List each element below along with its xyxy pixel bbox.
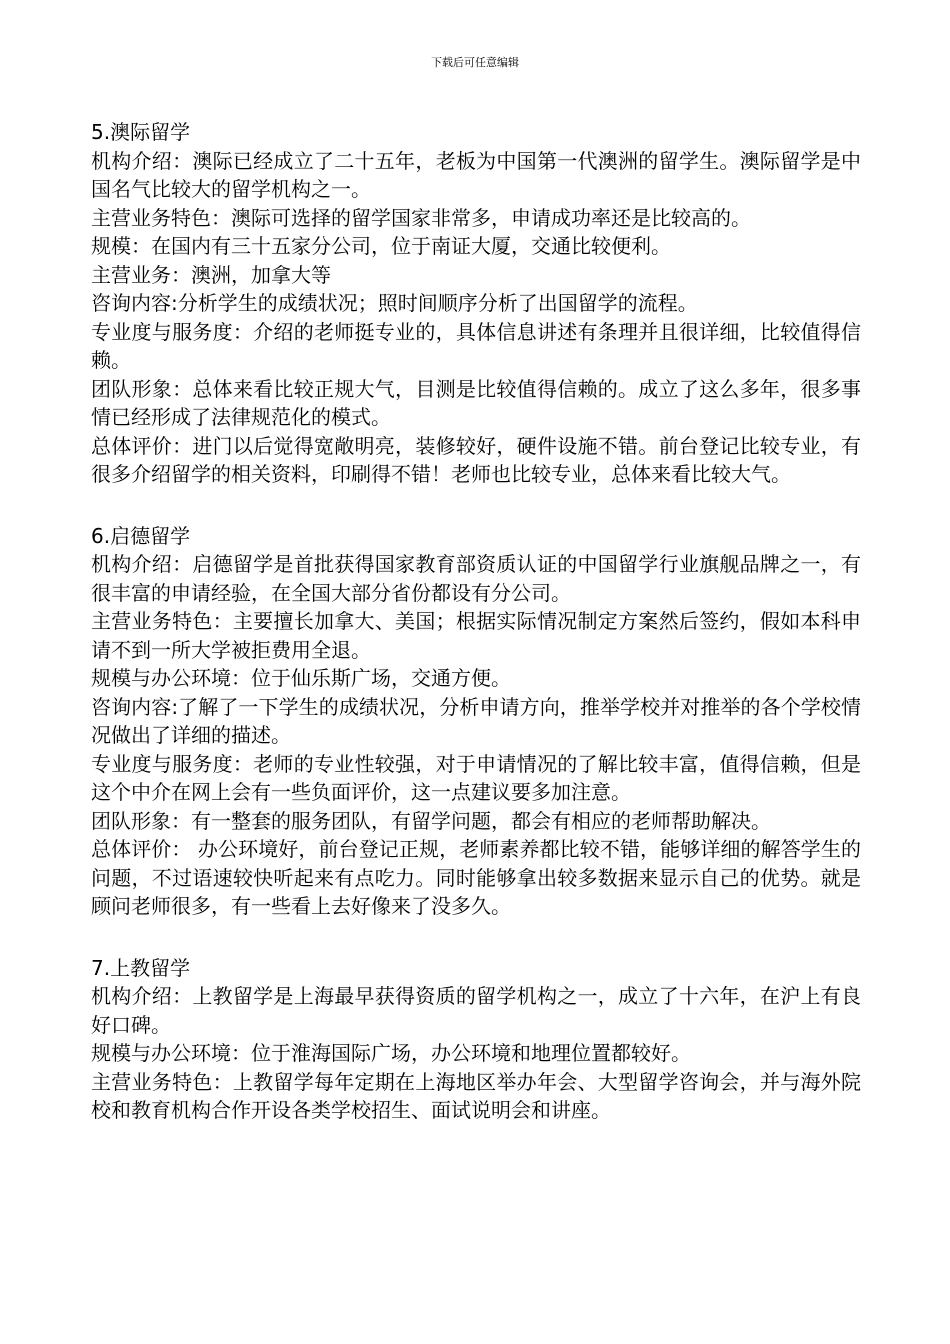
paragraph-professionalism: 专业度与服务度：介绍的老师挺专业的，具体信息讲述有条理并且很详细，比较值得信赖。 xyxy=(91,319,861,372)
section-aoji xyxy=(91,118,861,489)
paragraph-business-features: 主营业务特色：主要擅长加拿大、美国；根据实际情况制定方案然后签约，假如本科申请不到一所大学被拒费用全退。 xyxy=(91,609,861,662)
section-shangjiao xyxy=(91,954,861,1125)
section-qide xyxy=(91,522,861,921)
document-body xyxy=(91,118,861,1158)
paragraph-scale: 规模：在国内有三十五家分公司，位于南证大厦，交通比较便利。 xyxy=(91,234,671,258)
paragraph-overall-review: 总体评价：进门以后觉得宽敞明亮，装修较好，硬件设施不错。前台登记比较专业，有很多介绍留学的相关资料，印刷得不错！老师也比较专业，总体来看比较大气。 xyxy=(91,433,861,486)
page-header-note: 下载后可任意编辑 xyxy=(431,56,519,69)
paragraph-consultation: 咨询内容:了解了一下学生的成绩状况，分析申请方向，推举学校并对推举的各个学校情况做出了详细的描述。 xyxy=(91,694,861,747)
paragraph-main-business: 主营业务：澳洲，加拿大等 xyxy=(91,262,331,287)
paragraph-intro: 机构介绍：启德留学是首批获得国家教育部资质认证的中国留学行业旗舰品牌之一，有很丰富的申请经验，在全国大部分省份都设有分公司。 xyxy=(91,552,861,605)
paragraph-overall-review: 总体评价： 办公环境好，前台登记正规，老师素养都比较不错，能够详细的解答学生的问题，不过语速较快听起来有点吃力。同时能够拿出较多数据来显示自己的优势。就是顾问老师很多，有一些看上去好像来了没多久。 xyxy=(91,837,861,918)
section-title: 7.上教留学 xyxy=(91,955,191,980)
paragraph-intro: 机构介绍：澳际已经成立了二十五年，老板为中国第一代澳洲的留学生。澳际留学是中国名气比较大的留学机构之一。 xyxy=(91,148,861,201)
paragraph-intro: 机构介绍：上教留学是上海最早获得资质的留学机构之一，成立了十六年，在沪上有良好口碑。 xyxy=(91,984,861,1037)
paragraph-team-image: 团队形象：有一整套的服务团队，有留学问题，都会有相应的老师帮助解决。 xyxy=(91,808,771,833)
section-title: 6.启德留学 xyxy=(91,523,191,548)
section-title: 5.澳际留学 xyxy=(91,120,191,144)
paragraph-consultation: 咨询内容:分析学生的成绩状况；照时间顺序分析了出国留学的流程。 xyxy=(91,291,698,315)
paragraph-scale-office: 规模与办公环境：位于淮海国际广场，办公环境和地理位置都较好。 xyxy=(91,1041,691,1065)
paragraph-professionalism: 专业度与服务度：老师的专业性较强，对于申请情况的了解比较丰富，值得信赖，但是这个中介在网上会有一些负面评价，这一点建议要多加注意。 xyxy=(91,751,861,804)
paragraph-team-image: 团队形象：总体来看比较正规大气，目测是比较值得信赖的。成立了这么多年，很多事情已经形成了法律规范化的模式。 xyxy=(91,376,861,429)
paragraph-scale-office: 规模与办公环境：位于仙乐斯广场，交通方便。 xyxy=(91,666,511,690)
paragraph-business-features: 主营业务特色：澳际可选择的留学国家非常多，申请成功率还是比较高的。 xyxy=(91,205,751,230)
paragraph-business-features: 主营业务特色：上教留学每年定期在上海地区举办年会、大型留学咨询会，并与海外院校和教育机构合作开设各类学校招生、面试说明会和讲座。 xyxy=(91,1069,861,1122)
